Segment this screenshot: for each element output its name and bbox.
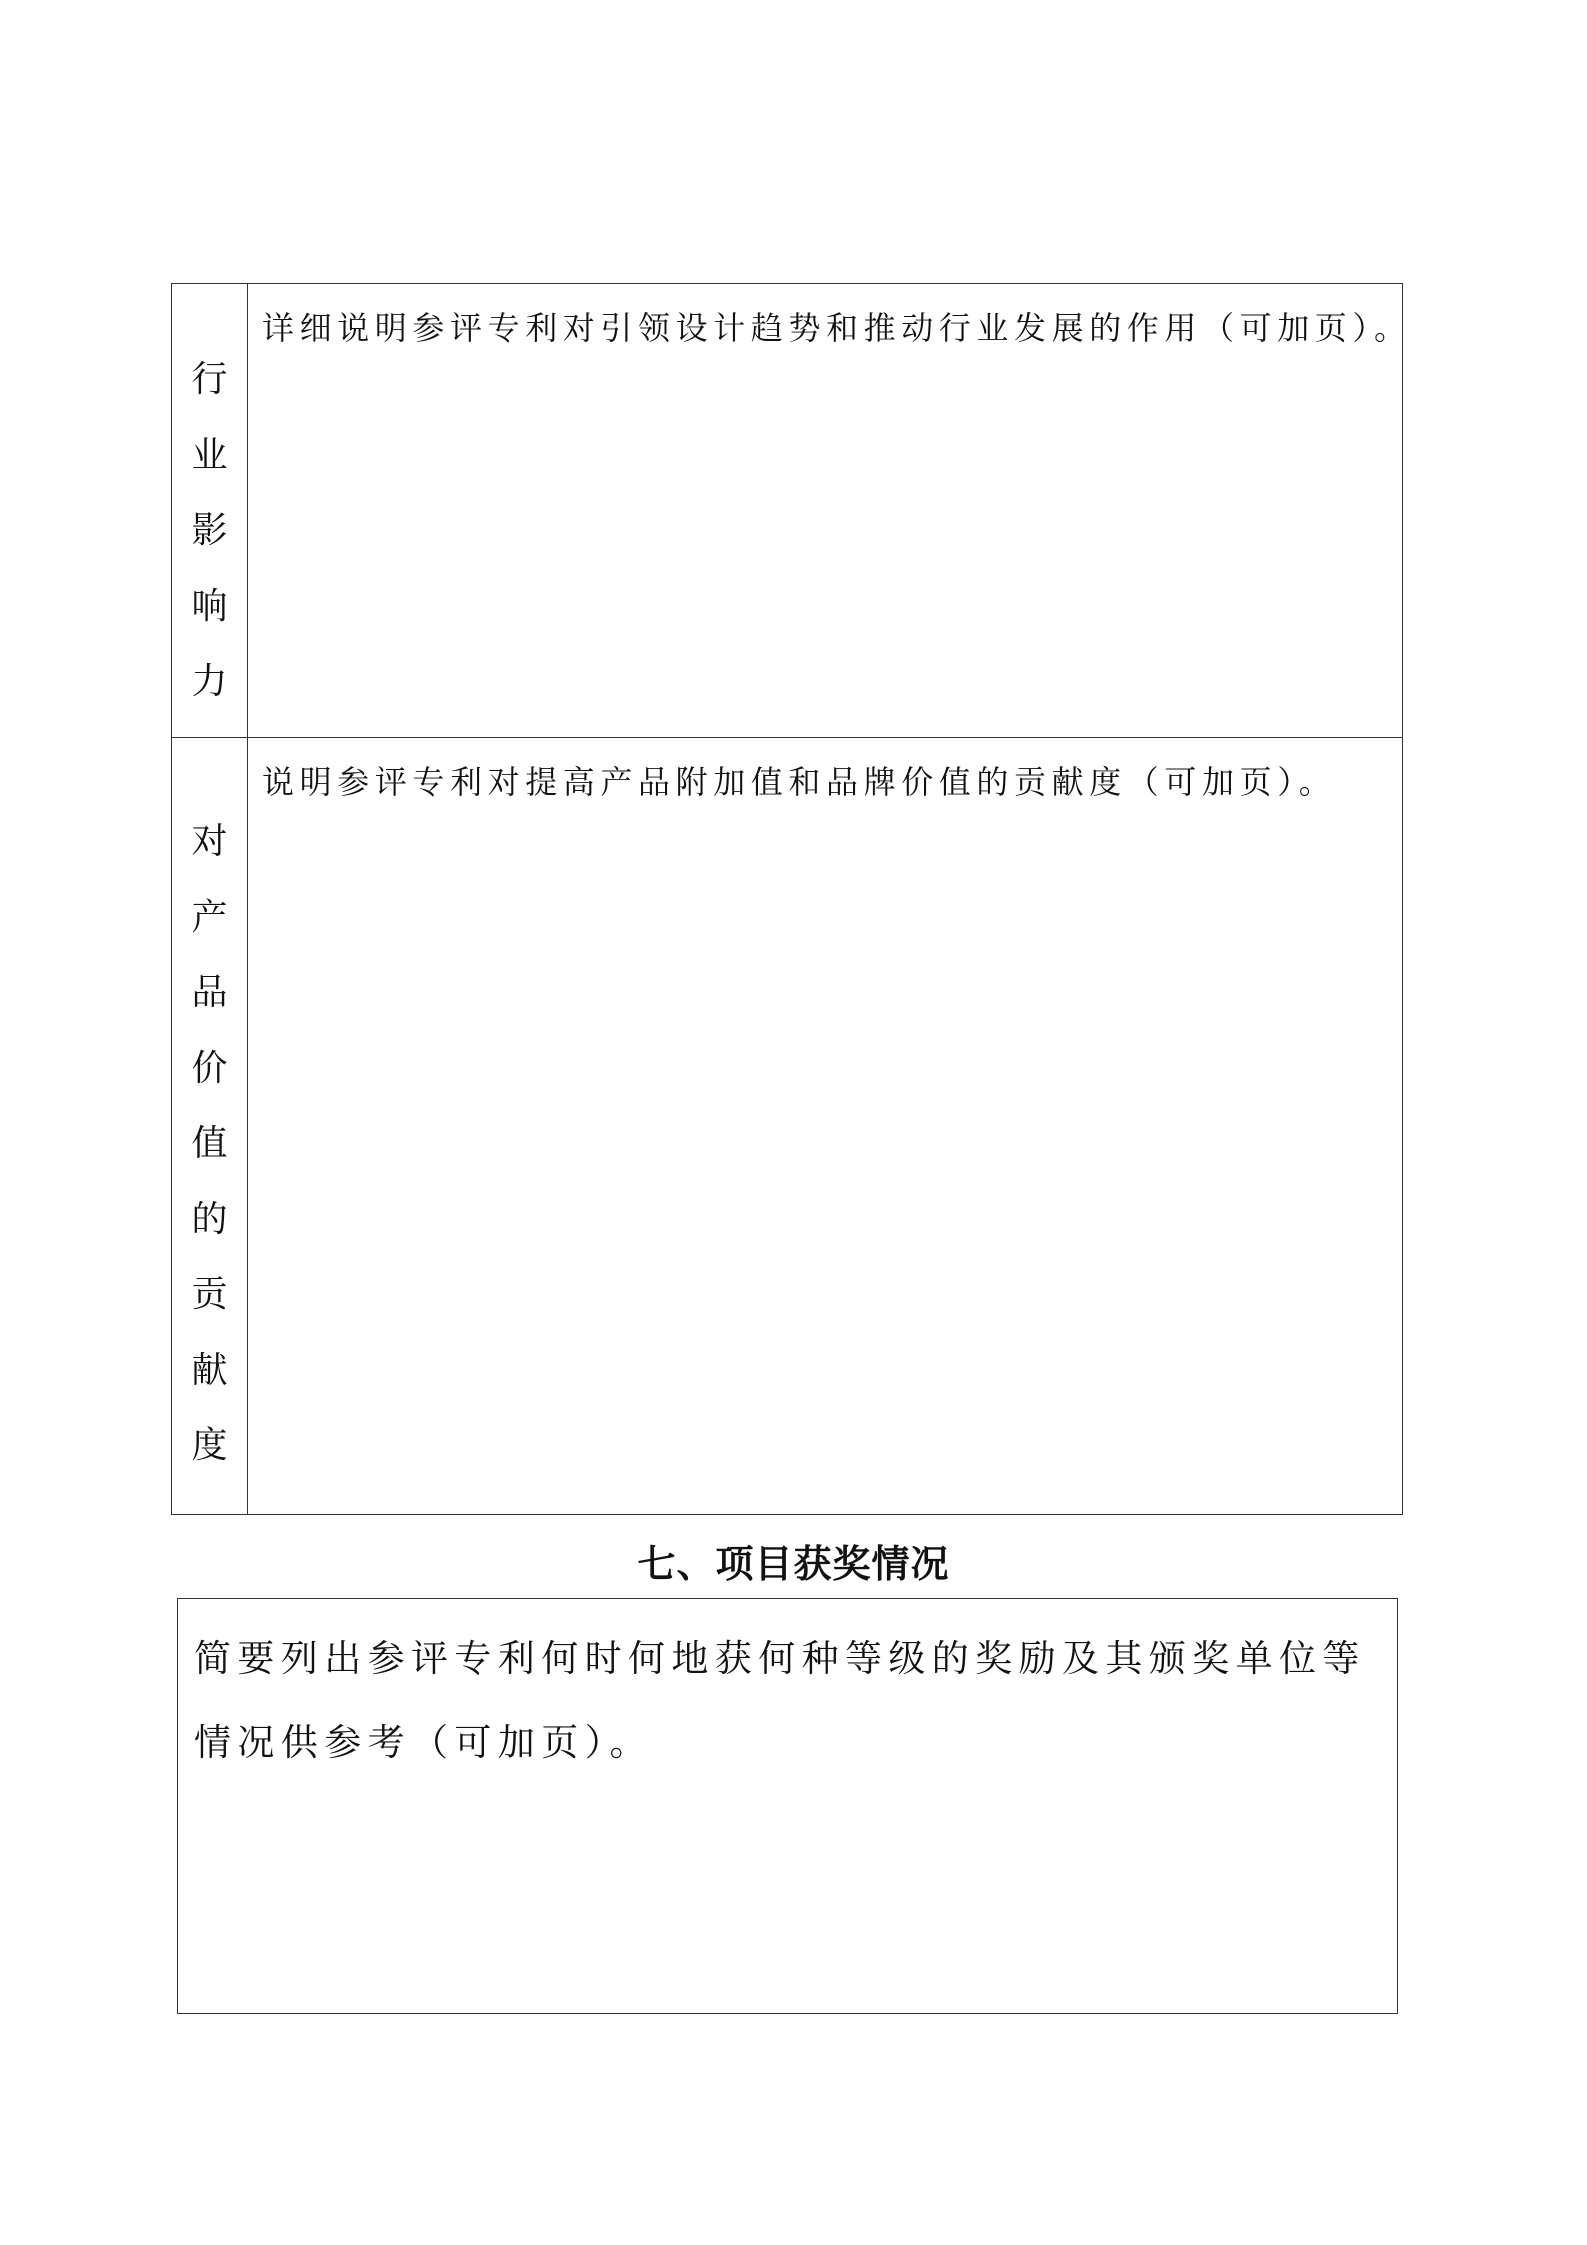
industry-influence-hint: 详细说明参评专利对引领设计趋势和推动行业发展的作用（可加页）。 bbox=[262, 309, 1412, 347]
label-char: 对 bbox=[191, 821, 228, 862]
label-char: 价 bbox=[191, 1047, 228, 1089]
label-char: 行 bbox=[191, 359, 228, 400]
section-heading: 七、项目获奖情况 bbox=[637, 1542, 950, 1586]
product-value-content-cell[interactable] bbox=[248, 738, 1402, 1514]
evaluation-table bbox=[171, 283, 1412, 1515]
label-char: 产 bbox=[191, 896, 228, 938]
label-char: 献 bbox=[191, 1349, 228, 1391]
label-char: 响 bbox=[191, 585, 228, 627]
label-char: 的 bbox=[191, 1198, 228, 1240]
label-char: 贡 bbox=[191, 1274, 228, 1315]
label-char: 业 bbox=[191, 434, 228, 476]
label-char: 品 bbox=[191, 972, 228, 1013]
product-value-row bbox=[172, 738, 1402, 1514]
label-char: 度 bbox=[191, 1425, 228, 1466]
industry-influence-label bbox=[172, 342, 247, 720]
product-value-label bbox=[172, 804, 247, 1484]
product-value-hint: 说明参评专利对提高产品附加值和品牌价值的贡献度（可加页）。 bbox=[262, 763, 1337, 801]
industry-influence-content-cell[interactable] bbox=[248, 284, 1412, 737]
label-char: 值 bbox=[191, 1123, 228, 1164]
label-char: 影 bbox=[191, 510, 228, 551]
industry-influence-label-cell bbox=[172, 284, 248, 737]
label-char: 力 bbox=[191, 661, 228, 702]
product-value-label-cell bbox=[172, 738, 248, 1514]
award-info-hint: 简要列出参评专利何时何地获何种等级的奖励及其颁奖单位等情况供参考（可加页）。 bbox=[194, 1637, 1366, 1764]
award-info-box[interactable] bbox=[177, 1598, 1398, 2014]
industry-influence-row bbox=[172, 284, 1412, 738]
